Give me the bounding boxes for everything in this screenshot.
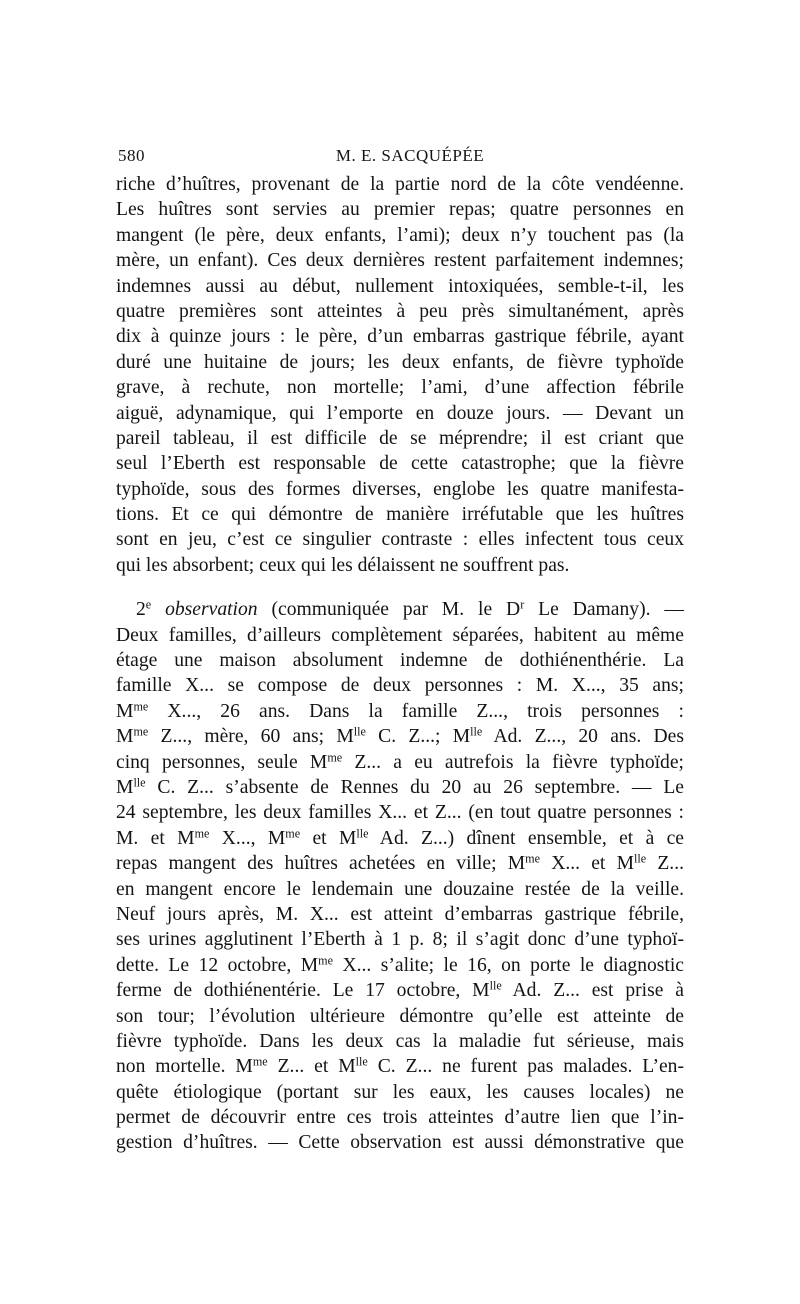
text-line: mangent (le père, deux enfants, l’ami); deux n’y touchent pas (la	[116, 224, 684, 246]
text-line: gestion d’huîtres. — Cette observation est aussi démonstrative que	[116, 1132, 684, 1154]
text-line: Les huîtres sont servies au premier repas; quatre personnes en	[116, 199, 684, 221]
text-span: Z...	[646, 853, 684, 875]
superscript: lle	[356, 826, 369, 841]
text-line: étage une maison absolument indemne de dothiénenthérie. La	[116, 650, 684, 672]
text-line: en mangent encore le lendemain une douzaine restée de la veille.	[116, 878, 684, 900]
text-line: duré une huitaine de jours; les deux enfants, de fièvre typhoïde	[116, 351, 684, 373]
text-span: X..., 26 ans. Dans la famille Z..., trois personnes :	[148, 700, 684, 722]
text-span: X..., M	[209, 827, 286, 849]
text-line	[116, 826, 684, 851]
superscript: r	[520, 597, 525, 612]
text-line: sont en jeu, c’est ce singulier contraste : elles infectent tous ceux	[116, 529, 684, 551]
text-span: Le Damany). —	[524, 599, 684, 621]
page-number: 580	[118, 146, 145, 165]
text-span: ferme de dothiénentérie. Le 17 octobre, M	[116, 980, 490, 1002]
superscript: me	[252, 1054, 268, 1069]
text-line: seul l’Eberth est responsable de cette catastrophe; que la fièvre	[116, 453, 684, 475]
text-line: Neuf jours après, M. X... est atteint d’embarras gastrique fébrile,	[116, 903, 684, 925]
superscript: me	[133, 699, 149, 714]
text-span: M	[116, 726, 134, 748]
superscript: lle	[353, 724, 366, 739]
paragraph-2	[116, 597, 684, 1156]
superscript: lle	[355, 1054, 368, 1069]
text-line	[116, 775, 684, 800]
superscript: lle	[470, 724, 483, 739]
text-line: qui les absorbent; ceux qui les délaissent ne souffrent pas.	[116, 554, 570, 576]
text-span: repas mangent des huîtres achetées en ville; M	[116, 853, 526, 875]
text-line: dix à quinze jours : le père, d’un embarras gastrique fébrile, ayant	[116, 326, 684, 348]
running-head: M. E. SACQUÉPÉE	[335, 146, 485, 165]
observation-title: observation	[165, 599, 258, 621]
text-line: quête étiologique (portant sur les eaux, les causes locales) ne	[116, 1081, 684, 1103]
text-span: Ad. Z... est prise à	[501, 980, 684, 1002]
paragraph-1	[116, 172, 684, 578]
text-span: C. Z... ne furent pas malades. L’en-	[367, 1056, 685, 1078]
text-line: grave, à rechute, non mortelle; l’ami, d’une affection fébrile	[116, 377, 684, 399]
superscript: me	[285, 826, 301, 841]
text-span: X... et M	[540, 853, 634, 875]
text-span: et M	[300, 827, 357, 849]
text-line	[116, 953, 684, 978]
text-line: pareil tableau, il est difficile de se méprendre; il est criant que	[116, 427, 684, 449]
text-span: Ad. Z...) dînent ensemble, et à ce	[368, 827, 684, 849]
text-span: Z..., mère, 60 ans; M	[148, 726, 354, 748]
superscript: me	[327, 749, 343, 764]
superscript: me	[133, 724, 149, 739]
superscript: me	[318, 953, 333, 968]
text-line: son tour; l’évolution ultérieure démontre qu’elle est atteinte de	[116, 1005, 684, 1027]
text-line: famille X... se compose de deux personnes : M. X..., 35 ans;	[116, 675, 684, 697]
text-line: permet de découvrir entre ces trois atteintes d’autre lien que l’in-	[116, 1107, 684, 1129]
text-span: non mortelle. M	[116, 1056, 253, 1078]
text-span: Ad. Z..., 20 ans. Des	[482, 726, 684, 748]
text-line: 24 septembre, les deux familles X... et Z... (en tout quatre personnes :	[116, 802, 684, 824]
text-line: Deux familles, d’ailleurs complètement séparées, habitent au même	[116, 624, 684, 646]
text-line: indemnes aussi au début, nullement intoxiquées, semble-t-il, les	[116, 275, 684, 297]
text-line: aiguë, adynamique, qui l’emporte en douze jours. — Devant un	[116, 402, 684, 424]
text-span: X... s’alite; le 16, on porte le diagnostic	[333, 954, 685, 976]
text-span: M	[116, 776, 134, 798]
superscript: e	[145, 597, 152, 612]
superscript: me	[194, 826, 210, 841]
text-line: typhoïde, sous des formes diverses, englobe les quatre manifesta-	[116, 478, 684, 500]
observation-heading-line	[116, 597, 684, 622]
page-header	[116, 146, 684, 172]
text-span: M	[116, 700, 134, 722]
superscript: lle	[489, 978, 502, 993]
text-line	[116, 750, 684, 775]
text-line: quatre premières sont atteintes à peu près simultanément, après	[116, 300, 684, 322]
text-span: C. Z... s’absente de Rennes du 20 au 26 septembre. — Le	[145, 776, 684, 798]
text-line	[116, 851, 684, 876]
superscript: me	[525, 851, 540, 866]
superscript: lle	[133, 775, 146, 790]
text-line	[116, 1054, 684, 1079]
text-line: ses urines agglutinent l’Eberth à 1 p. 8; il s’agit donc d’une typhoï-	[116, 929, 684, 951]
text-line	[116, 978, 684, 1003]
text-line	[116, 724, 684, 749]
text-span: C. Z...; M	[365, 726, 471, 748]
observation-number: 2	[136, 599, 146, 621]
text-line: fièvre typhoïde. Dans les deux cas la maladie fut sérieuse, mais	[116, 1030, 684, 1052]
text-span: M. et M	[116, 827, 195, 849]
text-line: mère, un enfant). Ces deux dernières restent parfaitement indemnes;	[116, 250, 684, 272]
text-span: Z... et M	[267, 1056, 356, 1078]
book-page	[116, 146, 684, 1156]
text-line: riche d’huîtres, provenant de la partie nord de la côte vendéenne.	[116, 174, 684, 195]
text-span: dette. Le 12 octobre, M	[116, 954, 319, 976]
text-span: Z... a eu autrefois la fièvre typhoïde;	[342, 751, 684, 773]
text-span: (communiquée par M. le D	[257, 599, 521, 621]
text-line: tions. Et ce qui démontre de manière irréfutable que les huîtres	[116, 504, 684, 526]
superscript: lle	[634, 851, 647, 866]
text-span: cinq personnes, seule M	[116, 751, 328, 773]
text-line	[116, 699, 684, 724]
